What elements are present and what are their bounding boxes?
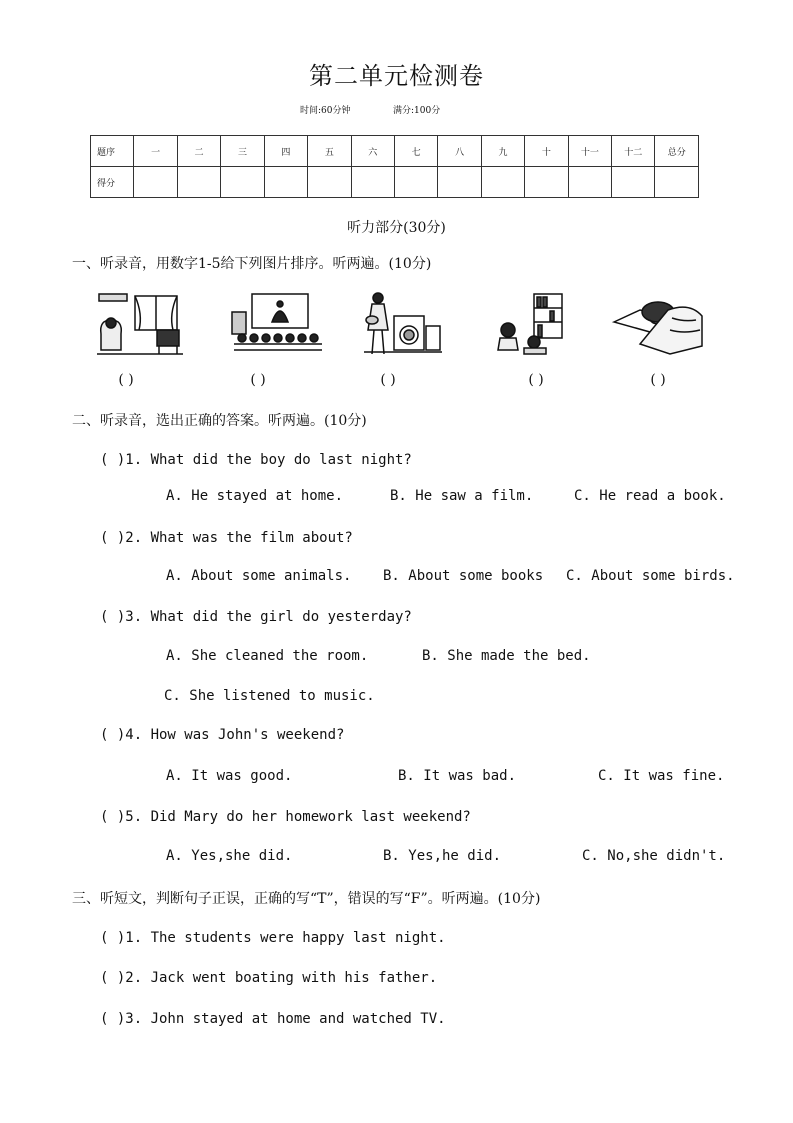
page-title: 第二单元检测卷 bbox=[309, 62, 484, 90]
score-cell bbox=[221, 167, 264, 198]
tf-item-1: ( )1. The students were happy last night. bbox=[100, 930, 446, 946]
q1-option-a: A. He stayed at home. bbox=[166, 488, 344, 504]
picture-blank-5[interactable]: ( ) bbox=[650, 372, 666, 388]
score-cell bbox=[351, 167, 394, 198]
col-header: 三 bbox=[221, 136, 264, 167]
q1-option-c: C. He read a book. bbox=[574, 488, 726, 504]
q3-option-c: C. She listened to music. bbox=[164, 688, 375, 704]
score-cell bbox=[134, 167, 177, 198]
tf-item-3: ( )3. John stayed at home and watched TV. bbox=[100, 1011, 446, 1027]
question-3: ( )3. What did the girl do yesterday? bbox=[100, 609, 412, 625]
q5-option-c: C. No,she didn't. bbox=[582, 848, 726, 864]
score-table bbox=[90, 135, 699, 198]
score-cell bbox=[264, 167, 307, 198]
q2-option-a: A. About some animals. bbox=[166, 568, 352, 584]
col-header: 十二 bbox=[612, 136, 655, 167]
score-cell bbox=[438, 167, 481, 198]
col-header: 十一 bbox=[568, 136, 611, 167]
time-limit: 时间:60分钟 bbox=[300, 106, 351, 116]
section3-heading: 三、听短文，判断句子正误，正确的写“T”，错误的写“F”。听两遍。(10分) bbox=[72, 891, 541, 907]
score-cell bbox=[612, 167, 655, 198]
full-score: 满分:100分 bbox=[393, 106, 441, 116]
q3-option-a: A. She cleaned the room. bbox=[166, 648, 369, 664]
tf-item-2: ( )2. Jack went boating with his father. bbox=[100, 970, 438, 986]
col-header: 十 bbox=[525, 136, 568, 167]
score-cell bbox=[177, 167, 220, 198]
q4-option-a: A. It was good. bbox=[166, 768, 293, 784]
question-4: ( )4. How was John's weekend? bbox=[100, 727, 345, 743]
row-label-order: 题序 bbox=[91, 136, 134, 167]
score-cell bbox=[655, 167, 699, 198]
listening-header: 听力部分(30分) bbox=[347, 220, 446, 236]
score-cell bbox=[568, 167, 611, 198]
score-cell bbox=[394, 167, 437, 198]
q4-option-b: B. It was bad. bbox=[398, 768, 517, 784]
q5-option-b: B. Yes,he did. bbox=[383, 848, 502, 864]
col-header: 六 bbox=[351, 136, 394, 167]
picture-blank-3[interactable]: ( ) bbox=[380, 372, 396, 388]
q1-option-b: B. He saw a film. bbox=[390, 488, 534, 504]
q3-option-b: B. She made the bed. bbox=[422, 648, 591, 664]
score-cell bbox=[308, 167, 351, 198]
col-header: 八 bbox=[438, 136, 481, 167]
score-cell bbox=[481, 167, 524, 198]
q5-option-a: A. Yes,she did. bbox=[166, 848, 293, 864]
section2-heading: 二、听录音，选出正确的答案。听两遍。(10分) bbox=[72, 413, 367, 429]
score-table-score-row bbox=[91, 167, 699, 198]
section1-heading: 一、听录音，用数字1-5给下列图片排序。听两遍。(10分) bbox=[72, 256, 432, 272]
washing-clothes-picture bbox=[362, 290, 444, 358]
col-header: 总分 bbox=[655, 136, 699, 167]
col-header: 一 bbox=[134, 136, 177, 167]
picture-blank-1[interactable]: ( ) bbox=[118, 372, 134, 388]
col-header: 四 bbox=[264, 136, 307, 167]
col-header: 二 bbox=[177, 136, 220, 167]
col-header: 五 bbox=[308, 136, 351, 167]
picture-blank-2[interactable]: ( ) bbox=[250, 372, 266, 388]
watching-tv-picture bbox=[95, 290, 185, 356]
picture-blank-4[interactable]: ( ) bbox=[528, 372, 544, 388]
score-cell bbox=[525, 167, 568, 198]
col-header: 七 bbox=[394, 136, 437, 167]
question-2: ( )2. What was the film about? bbox=[100, 530, 353, 546]
q2-option-b: B. About some books bbox=[383, 568, 544, 584]
col-header: 九 bbox=[481, 136, 524, 167]
row-label-score: 得分 bbox=[91, 167, 134, 198]
q4-option-c: C. It was fine. bbox=[598, 768, 725, 784]
cinema-film-picture bbox=[228, 292, 324, 352]
kids-reading-books-picture bbox=[494, 290, 566, 356]
question-5: ( )5. Did Mary do her homework last weekend? bbox=[100, 809, 471, 825]
q2-option-c: C. About some birds. bbox=[566, 568, 735, 584]
sleeping-picture bbox=[610, 292, 706, 356]
question-1: ( )1. What did the boy do last night? bbox=[100, 452, 412, 468]
score-table-header-row bbox=[91, 136, 699, 167]
